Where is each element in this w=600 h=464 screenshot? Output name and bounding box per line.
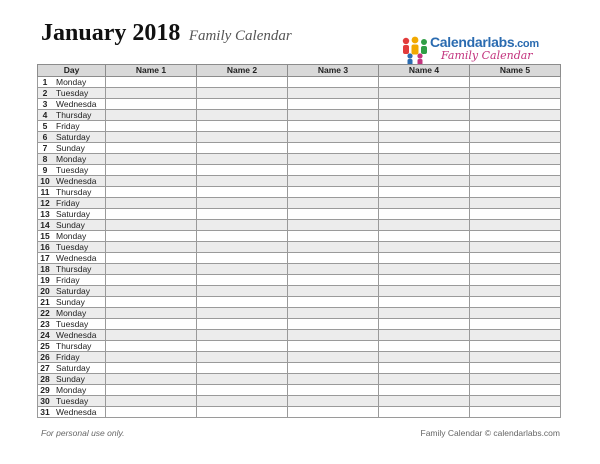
entry-cell-name-5[interactable] — [470, 385, 561, 396]
table-row — [38, 407, 561, 418]
entry-cell-name-1[interactable] — [106, 231, 197, 242]
day-number: 22 — [40, 308, 50, 318]
day-name: Tuesday — [56, 242, 89, 252]
day-name: Monday — [56, 77, 87, 87]
day-cell — [38, 88, 106, 99]
entry-cell-name-3[interactable] — [288, 231, 379, 242]
entry-cell-name-4[interactable] — [379, 143, 470, 154]
day-name: Monday — [56, 154, 87, 164]
entry-cell-name-5[interactable] — [470, 330, 561, 341]
entry-cell-name-2[interactable] — [197, 264, 288, 275]
day-name: Wednesda — [56, 407, 97, 417]
entry-cell-name-3[interactable] — [288, 374, 379, 385]
day-number: 12 — [40, 198, 50, 208]
day-number: 24 — [40, 330, 50, 340]
entry-cell-name-1[interactable] — [106, 341, 197, 352]
entry-cell-name-1[interactable] — [106, 352, 197, 363]
table-row — [38, 253, 561, 264]
entry-cell-name-2[interactable] — [197, 88, 288, 99]
entry-cell-name-3[interactable] — [288, 77, 379, 88]
day-number: 9 — [42, 165, 48, 175]
entry-cell-name-4[interactable] — [379, 374, 470, 385]
entry-cell-name-4[interactable] — [379, 396, 470, 407]
entry-cell-name-2[interactable] — [197, 286, 288, 297]
entry-cell-name-3[interactable] — [288, 132, 379, 143]
day-cell — [38, 308, 106, 319]
logo-brand — [430, 34, 539, 50]
day-number: 17 — [40, 253, 50, 263]
entry-cell-name-5[interactable] — [470, 242, 561, 253]
entry-cell-name-4[interactable] — [379, 352, 470, 363]
table-row — [38, 143, 561, 154]
entry-cell-name-1[interactable] — [106, 220, 197, 231]
day-number: 26 — [40, 352, 50, 362]
entry-cell-name-2[interactable] — [197, 242, 288, 253]
day-cell — [38, 99, 106, 110]
day-name: Friday — [56, 121, 80, 131]
entry-cell-name-2[interactable] — [197, 110, 288, 121]
day-number: 28 — [40, 374, 50, 384]
entry-cell-name-4[interactable] — [379, 275, 470, 286]
day-name: Tuesday — [56, 319, 89, 329]
day-name: Sunday — [56, 297, 85, 307]
entry-cell-name-3[interactable] — [288, 363, 379, 374]
entry-cell-name-5[interactable] — [470, 132, 561, 143]
entry-cell-name-4[interactable] — [379, 198, 470, 209]
entry-cell-name-2[interactable] — [197, 77, 288, 88]
day-cell — [38, 407, 106, 418]
entry-cell-name-5[interactable] — [470, 88, 561, 99]
entry-cell-name-5[interactable] — [470, 253, 561, 264]
entry-cell-name-3[interactable] — [288, 319, 379, 330]
entry-cell-name-4[interactable] — [379, 264, 470, 275]
entry-cell-name-4[interactable] — [379, 286, 470, 297]
entry-cell-name-2[interactable] — [197, 99, 288, 110]
table-header-row — [38, 65, 561, 77]
day-number: 23 — [40, 319, 50, 329]
day-cell — [38, 253, 106, 264]
entry-cell-name-2[interactable] — [197, 220, 288, 231]
entry-cell-name-4[interactable] — [379, 132, 470, 143]
day-cell — [38, 77, 106, 88]
entry-cell-name-2[interactable] — [197, 154, 288, 165]
entry-cell-name-3[interactable] — [288, 198, 379, 209]
table-row — [38, 352, 561, 363]
day-cell — [38, 352, 106, 363]
entry-cell-name-3[interactable] — [288, 396, 379, 407]
entry-cell-name-4[interactable] — [379, 220, 470, 231]
day-name: Wednesda — [56, 99, 97, 109]
entry-cell-name-4[interactable] — [379, 77, 470, 88]
day-name: Tuesday — [56, 396, 89, 406]
column-header-name-2: Name 2 — [197, 65, 288, 77]
day-name: Friday — [56, 275, 80, 285]
entry-cell-name-2[interactable] — [197, 132, 288, 143]
entry-cell-name-2[interactable] — [197, 341, 288, 352]
entry-cell-name-4[interactable] — [379, 187, 470, 198]
table-row — [38, 132, 561, 143]
entry-cell-name-3[interactable] — [288, 341, 379, 352]
table-row — [38, 165, 561, 176]
day-cell — [38, 198, 106, 209]
entry-cell-name-2[interactable] — [197, 352, 288, 363]
entry-cell-name-4[interactable] — [379, 231, 470, 242]
entry-cell-name-2[interactable] — [197, 275, 288, 286]
entry-cell-name-1[interactable] — [106, 132, 197, 143]
day-name: Sunday — [56, 220, 85, 230]
entry-cell-name-3[interactable] — [288, 330, 379, 341]
logo-tagline: Family Calendar — [441, 49, 533, 62]
day-number: 25 — [40, 341, 50, 351]
column-header-name-4: Name 4 — [379, 65, 470, 77]
day-cell — [38, 165, 106, 176]
day-cell — [38, 242, 106, 253]
entry-cell-name-4[interactable] — [379, 297, 470, 308]
entry-cell-name-5[interactable] — [470, 176, 561, 187]
entry-cell-name-4[interactable] — [379, 154, 470, 165]
day-name: Saturday — [56, 363, 91, 373]
day-cell — [38, 176, 106, 187]
entry-cell-name-2[interactable] — [197, 121, 288, 132]
table-row — [38, 363, 561, 374]
entry-cell-name-4[interactable] — [379, 110, 470, 121]
day-number: 20 — [40, 286, 50, 296]
day-cell — [38, 396, 106, 407]
entry-cell-name-3[interactable] — [288, 154, 379, 165]
entry-cell-name-5[interactable] — [470, 341, 561, 352]
entry-cell-name-1[interactable] — [106, 396, 197, 407]
table-row — [38, 209, 561, 220]
day-name: Tuesday — [56, 88, 89, 98]
entry-cell-name-2[interactable] — [197, 330, 288, 341]
day-name: Tuesday — [56, 165, 89, 175]
day-name: Saturday — [56, 209, 91, 219]
table-row — [38, 396, 561, 407]
table-row — [38, 154, 561, 165]
day-number: 27 — [40, 363, 50, 373]
day-number: 10 — [40, 176, 50, 186]
entry-cell-name-1[interactable] — [106, 99, 197, 110]
entry-cell-name-3[interactable] — [288, 110, 379, 121]
entry-cell-name-2[interactable] — [197, 319, 288, 330]
entry-cell-name-4[interactable] — [379, 330, 470, 341]
table-row — [38, 374, 561, 385]
entry-cell-name-1[interactable] — [106, 176, 197, 187]
entry-cell-name-3[interactable] — [288, 220, 379, 231]
entry-cell-name-3[interactable] — [288, 407, 379, 418]
entry-cell-name-3[interactable] — [288, 253, 379, 264]
day-cell — [38, 110, 106, 121]
logo-brand-name: Calendarlabs — [430, 34, 515, 50]
entry-cell-name-4[interactable] — [379, 88, 470, 99]
month-title: January 2018 — [41, 20, 181, 46]
entry-cell-name-2[interactable] — [197, 396, 288, 407]
entry-cell-name-1[interactable] — [106, 385, 197, 396]
family-figures-icon — [401, 36, 429, 66]
day-cell — [38, 209, 106, 220]
entry-cell-name-3[interactable] — [288, 187, 379, 198]
day-number: 30 — [40, 396, 50, 406]
entry-cell-name-5[interactable] — [470, 209, 561, 220]
day-number: 16 — [40, 242, 50, 252]
entry-cell-name-1[interactable] — [106, 198, 197, 209]
entry-cell-name-1[interactable] — [106, 286, 197, 297]
day-name: Thursday — [56, 341, 92, 351]
entry-cell-name-4[interactable] — [379, 121, 470, 132]
entry-cell-name-1[interactable] — [106, 308, 197, 319]
day-number: 1 — [42, 77, 48, 87]
table-row — [38, 187, 561, 198]
entry-cell-name-3[interactable] — [288, 121, 379, 132]
entry-cell-name-2[interactable] — [197, 308, 288, 319]
entry-cell-name-5[interactable] — [470, 187, 561, 198]
entry-cell-name-5[interactable] — [470, 319, 561, 330]
entry-cell-name-1[interactable] — [106, 407, 197, 418]
day-number: 11 — [40, 187, 50, 197]
day-name: Saturday — [56, 286, 91, 296]
entry-cell-name-1[interactable] — [106, 275, 197, 286]
day-name: Monday — [56, 231, 87, 241]
day-name: Saturday — [56, 132, 91, 142]
entry-cell-name-2[interactable] — [197, 198, 288, 209]
entry-cell-name-5[interactable] — [470, 275, 561, 286]
day-name: Friday — [56, 198, 80, 208]
entry-cell-name-3[interactable] — [288, 143, 379, 154]
table-row — [38, 264, 561, 275]
table-row — [38, 220, 561, 231]
day-cell — [38, 341, 106, 352]
logo-domain: .com — [514, 38, 539, 50]
entry-cell-name-1[interactable] — [106, 143, 197, 154]
entry-cell-name-5[interactable] — [470, 154, 561, 165]
day-name: Friday — [56, 352, 80, 362]
entry-cell-name-4[interactable] — [379, 165, 470, 176]
day-cell — [38, 297, 106, 308]
day-number: 3 — [42, 99, 48, 109]
table-row — [38, 121, 561, 132]
table-row — [38, 88, 561, 99]
entry-cell-name-1[interactable] — [106, 110, 197, 121]
entry-cell-name-4[interactable] — [379, 242, 470, 253]
table-row — [38, 330, 561, 341]
entry-cell-name-1[interactable] — [106, 165, 197, 176]
day-cell — [38, 286, 106, 297]
day-name: Sunday — [56, 143, 85, 153]
day-cell — [38, 143, 106, 154]
footer-note: For personal use only. — [41, 428, 125, 438]
entry-cell-name-3[interactable] — [288, 275, 379, 286]
table-row — [38, 319, 561, 330]
table-row — [38, 110, 561, 121]
day-number: 14 — [40, 220, 50, 230]
entry-cell-name-3[interactable] — [288, 88, 379, 99]
entry-cell-name-2[interactable] — [197, 176, 288, 187]
entry-cell-name-2[interactable] — [197, 253, 288, 264]
entry-cell-name-5[interactable] — [470, 297, 561, 308]
entry-cell-name-1[interactable] — [106, 363, 197, 374]
day-number: 13 — [40, 209, 50, 219]
entry-cell-name-3[interactable] — [288, 385, 379, 396]
entry-cell-name-1[interactable] — [106, 319, 197, 330]
footer-credit[interactable]: Family Calendar © calendarlabs.com — [420, 428, 560, 438]
day-number: 8 — [42, 154, 48, 164]
table-row — [38, 242, 561, 253]
entry-cell-name-2[interactable] — [197, 407, 288, 418]
entry-cell-name-3[interactable] — [288, 165, 379, 176]
day-number: 4 — [42, 110, 48, 120]
entry-cell-name-5[interactable] — [470, 121, 561, 132]
entry-cell-name-3[interactable] — [288, 99, 379, 110]
entry-cell-name-5[interactable] — [470, 407, 561, 418]
entry-cell-name-1[interactable] — [106, 297, 197, 308]
column-header-name-1: Name 1 — [106, 65, 197, 77]
entry-cell-name-5[interactable] — [470, 363, 561, 374]
day-number: 6 — [42, 132, 48, 142]
entry-cell-name-5[interactable] — [470, 264, 561, 275]
day-number: 5 — [42, 121, 48, 131]
entry-cell-name-2[interactable] — [197, 187, 288, 198]
day-cell — [38, 330, 106, 341]
table-row — [38, 341, 561, 352]
entry-cell-name-5[interactable] — [470, 308, 561, 319]
table-row — [38, 297, 561, 308]
entry-cell-name-4[interactable] — [379, 385, 470, 396]
entry-cell-name-5[interactable] — [470, 165, 561, 176]
table-row — [38, 176, 561, 187]
entry-cell-name-1[interactable] — [106, 154, 197, 165]
entry-cell-name-5[interactable] — [470, 396, 561, 407]
table-body — [38, 77, 561, 418]
day-name: Wednesda — [56, 330, 97, 340]
day-name: Thursday — [56, 110, 92, 120]
entry-cell-name-4[interactable] — [379, 176, 470, 187]
entry-cell-name-2[interactable] — [197, 374, 288, 385]
entry-cell-name-5[interactable] — [470, 352, 561, 363]
entry-cell-name-1[interactable] — [106, 242, 197, 253]
day-name: Sunday — [56, 374, 85, 384]
day-name: Thursday — [56, 187, 92, 197]
entry-cell-name-4[interactable] — [379, 209, 470, 220]
day-number: 2 — [42, 88, 48, 98]
column-header-day: Day — [38, 65, 106, 77]
entry-cell-name-5[interactable] — [470, 99, 561, 110]
day-cell — [38, 121, 106, 132]
entry-cell-name-2[interactable] — [197, 297, 288, 308]
entry-cell-name-3[interactable] — [288, 209, 379, 220]
entry-cell-name-2[interactable] — [197, 165, 288, 176]
day-number: 19 — [40, 275, 50, 285]
entry-cell-name-4[interactable] — [379, 308, 470, 319]
entry-cell-name-1[interactable] — [106, 121, 197, 132]
entry-cell-name-2[interactable] — [197, 231, 288, 242]
entry-cell-name-1[interactable] — [106, 187, 197, 198]
day-name: Monday — [56, 308, 87, 318]
table-row — [38, 275, 561, 286]
entry-cell-name-1[interactable] — [106, 264, 197, 275]
calendar-subtitle: Family Calendar — [188, 28, 292, 44]
table-row — [38, 77, 561, 88]
entry-cell-name-2[interactable] — [197, 363, 288, 374]
entry-cell-name-2[interactable] — [197, 209, 288, 220]
entry-cell-name-4[interactable] — [379, 407, 470, 418]
day-cell — [38, 275, 106, 286]
entry-cell-name-3[interactable] — [288, 242, 379, 253]
entry-cell-name-4[interactable] — [379, 99, 470, 110]
entry-cell-name-1[interactable] — [106, 253, 197, 264]
day-cell — [38, 231, 106, 242]
table-row — [38, 99, 561, 110]
entry-cell-name-5[interactable] — [470, 198, 561, 209]
day-number: 29 — [40, 385, 50, 395]
day-number: 18 — [40, 264, 50, 274]
entry-cell-name-5[interactable] — [470, 143, 561, 154]
entry-cell-name-1[interactable] — [106, 330, 197, 341]
entry-cell-name-1[interactable] — [106, 77, 197, 88]
entry-cell-name-3[interactable] — [288, 308, 379, 319]
entry-cell-name-2[interactable] — [197, 143, 288, 154]
day-name: Wednesda — [56, 253, 97, 263]
page-title — [41, 20, 292, 47]
calendarlabs-logo[interactable] — [401, 34, 561, 68]
entry-cell-name-3[interactable] — [288, 264, 379, 275]
entry-cell-name-4[interactable] — [379, 363, 470, 374]
day-cell — [38, 154, 106, 165]
entry-cell-name-3[interactable] — [288, 176, 379, 187]
table-row — [38, 385, 561, 396]
day-name: Monday — [56, 385, 87, 395]
entry-cell-name-1[interactable] — [106, 374, 197, 385]
day-name: Wednesda — [56, 176, 97, 186]
entry-cell-name-3[interactable] — [288, 297, 379, 308]
entry-cell-name-5[interactable] — [470, 110, 561, 121]
entry-cell-name-5[interactable] — [470, 374, 561, 385]
entry-cell-name-3[interactable] — [288, 286, 379, 297]
day-cell — [38, 374, 106, 385]
entry-cell-name-4[interactable] — [379, 341, 470, 352]
entry-cell-name-1[interactable] — [106, 88, 197, 99]
table-row — [38, 286, 561, 297]
day-cell — [38, 187, 106, 198]
column-header-name-5: Name 5 — [470, 65, 561, 77]
entry-cell-name-4[interactable] — [379, 253, 470, 264]
entry-cell-name-5[interactable] — [470, 286, 561, 297]
table-row — [38, 198, 561, 209]
day-cell — [38, 319, 106, 330]
entry-cell-name-1[interactable] — [106, 209, 197, 220]
column-header-name-3: Name 3 — [288, 65, 379, 77]
table-row — [38, 308, 561, 319]
day-name: Thursday — [56, 264, 92, 274]
day-cell — [38, 363, 106, 374]
entry-cell-name-5[interactable] — [470, 77, 561, 88]
entry-cell-name-2[interactable] — [197, 385, 288, 396]
family-calendar-table — [37, 64, 561, 418]
day-number: 21 — [40, 297, 50, 307]
day-number: 7 — [42, 143, 48, 153]
entry-cell-name-3[interactable] — [288, 352, 379, 363]
day-cell — [38, 220, 106, 231]
day-number: 31 — [40, 407, 50, 417]
day-cell — [38, 264, 106, 275]
entry-cell-name-5[interactable] — [470, 220, 561, 231]
day-cell — [38, 132, 106, 143]
day-number: 15 — [40, 231, 50, 241]
table-row — [38, 231, 561, 242]
entry-cell-name-4[interactable] — [379, 319, 470, 330]
entry-cell-name-5[interactable] — [470, 231, 561, 242]
day-cell — [38, 385, 106, 396]
